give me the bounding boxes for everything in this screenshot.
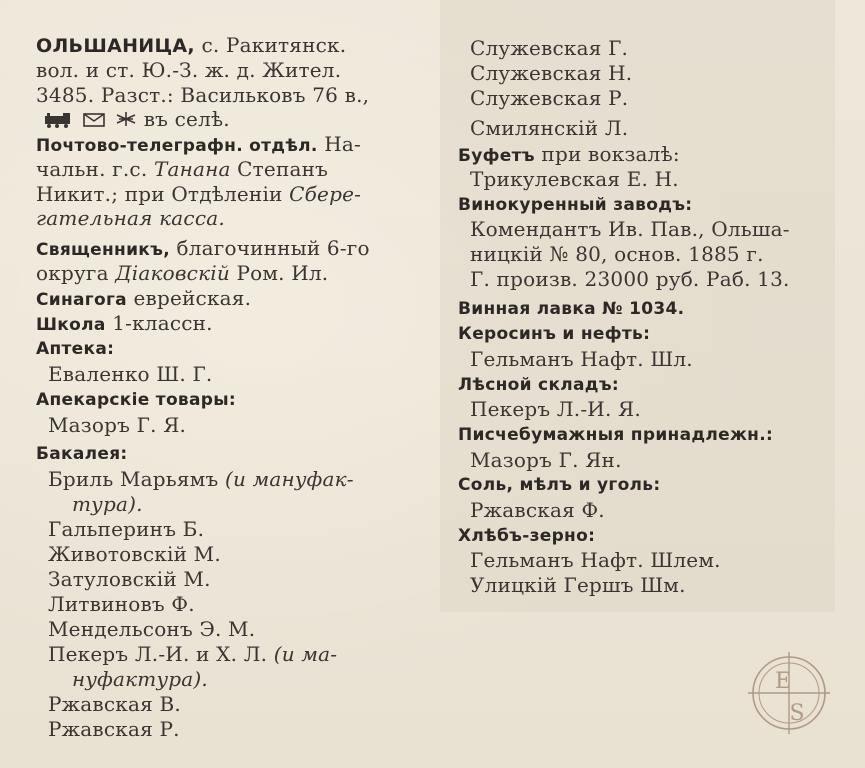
apothecary-goods-heading: Апекарскіе товары: <box>36 390 237 410</box>
synagogue-heading: Синагога <box>36 290 127 310</box>
list-item: Служевская Г. <box>470 36 629 60</box>
list-item: Трикулевская Е. Н. <box>470 167 679 191</box>
list-item: Пекеръ Л.-И. Я. <box>470 397 641 421</box>
list-item: Мазоръ Г. Я. <box>48 413 187 437</box>
grain-heading: Хлѣбъ-зерно: <box>458 526 596 546</box>
list-item: Мендельсонъ Э. М. <box>48 617 256 641</box>
list-item: Смилянскій Л. <box>470 116 629 140</box>
kerosene-heading: Керосинъ и нефть: <box>458 324 651 344</box>
priest-line: Священникъ, благочинный 6-го <box>36 236 370 260</box>
list-item: Животовскій М. <box>48 542 221 566</box>
list-item: Еваленко Ш. Г. <box>48 362 213 386</box>
grocery-heading: Бакалея: <box>36 444 128 464</box>
list-item-continuation: Г. произв. 23000 руб. Раб. 13. <box>470 267 790 291</box>
entry-olshanitsa-title: ОЛЬШАНИЦА, с. Ракитянск. <box>36 33 347 57</box>
buffet-heading: Буфетъ <box>458 146 535 166</box>
list-item: Ржавская Р. <box>48 717 180 741</box>
list-item: Гальперинъ Б. <box>48 517 205 541</box>
list-item: Служевская Н. <box>470 61 633 85</box>
text-line: 3485. Разст.: Васильковъ 76 в., <box>36 83 370 107</box>
telegraph-icon <box>115 111 137 127</box>
synagogue-line: Синагога еврейская. <box>36 286 252 310</box>
lumber-yard-heading: Лѣсной складъ: <box>458 375 620 395</box>
list-item: Ржавская В. <box>48 692 181 716</box>
town-name: ОЛЬШАНИЦА, <box>36 35 195 57</box>
list-item-continuation: ницкій № 80, основ. 1885 г. <box>470 242 764 266</box>
wine-shop-heading: Винная лавка № 1034. <box>458 299 685 319</box>
post-envelope-icon <box>83 113 105 127</box>
list-item: Гельманъ Нафт. Шл. <box>470 347 693 371</box>
list-item: Улицкій Гершъ Шм. <box>470 573 686 597</box>
text-line: Никит.; при Отдѣленіи Сбере- <box>36 182 362 206</box>
post-office-heading: Почтово-телеграфн. отдѣл. <box>36 136 318 156</box>
stamp-letter-bottom: S <box>789 701 805 726</box>
list-item: Комендантъ Ив. Пав., Ольша- <box>470 217 790 241</box>
list-item: Ржавская Ф. <box>470 498 605 522</box>
list-item: Затуловскій М. <box>48 567 211 591</box>
text-line: округа Діаковскій Ром. Ил. <box>36 261 329 285</box>
salt-chalk-coal-heading: Соль, мѣлъ и уголь: <box>458 475 661 495</box>
list-item: Служевская Р. <box>470 86 629 110</box>
text-line: вол. и ст. Ю.-З. ж. д. Жител. <box>36 58 342 82</box>
school-heading: Школа <box>36 315 106 335</box>
list-item: Бриль Марьямъ (и мануфак- <box>48 467 354 491</box>
distillery-heading: Винокуренный заводъ: <box>458 195 693 215</box>
pharmacy-heading: Аптека: <box>36 339 115 359</box>
text-line: чальн. г.с. Танана Степанъ <box>36 157 329 181</box>
priest-heading: Священникъ, <box>36 240 170 260</box>
railway-station-icon <box>44 112 72 128</box>
stationery-heading: Писчебумажныя принадлежн.: <box>458 425 774 445</box>
list-item: Пекеръ Л.-И. и Х. Л. (и ма- <box>48 642 338 666</box>
school-line: Школа 1-классн. <box>36 311 213 335</box>
text-line-icons: въ селѣ. <box>44 108 230 131</box>
buffet-line: Буфетъ при вокзалѣ: <box>458 142 680 166</box>
list-item: Гельманъ Нафт. Шлем. <box>470 548 721 572</box>
list-item-continuation: нуфактура). <box>72 667 208 691</box>
list-item: Литвиновъ Ф. <box>48 592 195 616</box>
es-watermark-stamp-icon <box>748 652 830 734</box>
list-item: Мазоръ Г. Ян. <box>470 448 622 472</box>
list-item-continuation: тура). <box>72 492 143 516</box>
text-line: гательная касса. <box>36 206 225 230</box>
stamp-letter-top: E <box>774 669 792 694</box>
post-office-line: Почтово-телеграфн. отдѣл. На- <box>36 132 361 156</box>
